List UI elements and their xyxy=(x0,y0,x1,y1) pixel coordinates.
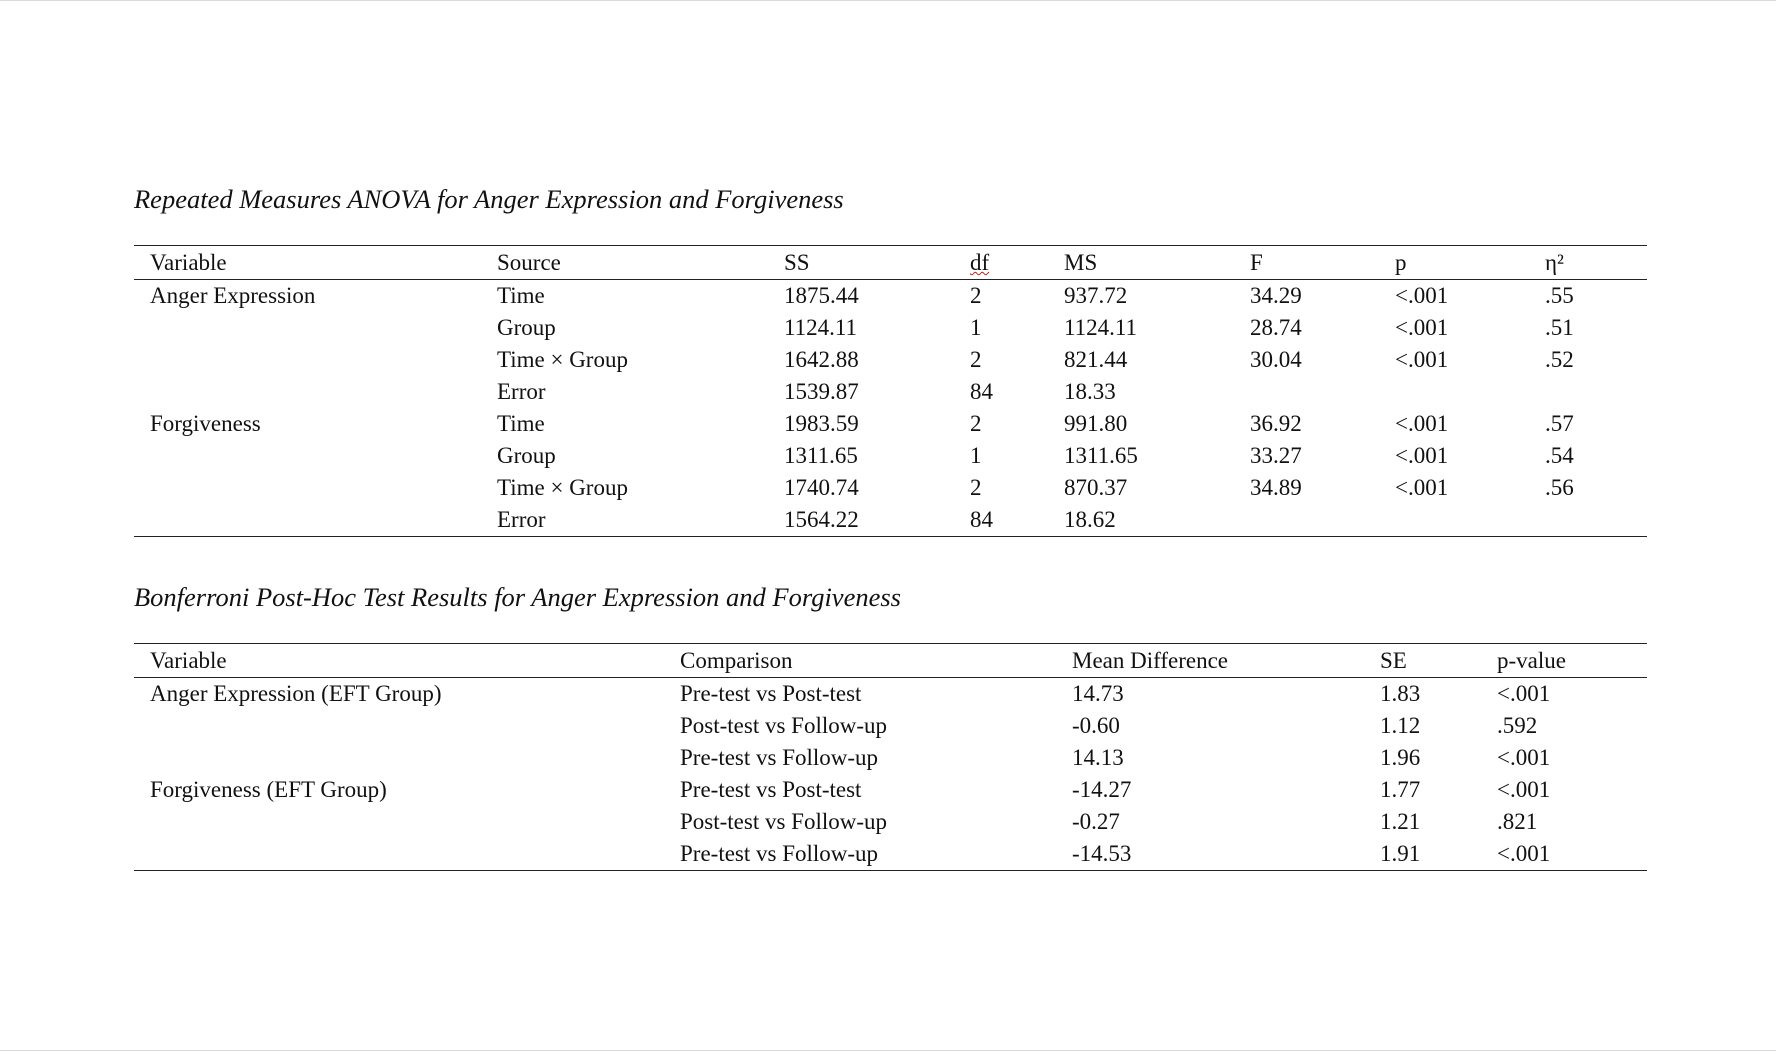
col-header-ms: MS xyxy=(1048,246,1234,280)
table-row xyxy=(134,838,1647,871)
cell-ss: 1875.44 xyxy=(784,283,859,308)
cell-eta-squared: .55 xyxy=(1545,283,1574,308)
cell-se: 1.83 xyxy=(1380,681,1421,706)
cell-se: 1.21 xyxy=(1380,809,1421,834)
cell-eta-squared: .54 xyxy=(1545,443,1574,468)
cell-df: 1 xyxy=(970,315,982,340)
cell-p: <.001 xyxy=(1395,443,1449,468)
cell-ss: 1983.59 xyxy=(784,411,859,436)
cell-p: <.001 xyxy=(1395,283,1449,308)
cell-ms: 991.80 xyxy=(1064,411,1128,436)
cell-f: 30.04 xyxy=(1250,347,1302,372)
cell-comparison: Pre-test vs Post-test xyxy=(680,681,862,706)
cell-variable xyxy=(134,376,481,408)
anova-body xyxy=(134,280,1647,537)
cell-p: <.001 xyxy=(1395,475,1449,500)
cell-comparison: Pre-test vs Follow-up xyxy=(680,745,879,770)
col-header-comparison: Comparison xyxy=(664,644,1056,678)
table-row xyxy=(134,504,1647,537)
cell-df: 2 xyxy=(970,411,982,436)
cell-variable xyxy=(134,710,664,742)
cell-ss: 1311.65 xyxy=(784,443,858,468)
cell-variable xyxy=(134,472,481,504)
col-header-variable: Variable xyxy=(134,644,664,678)
cell-variable xyxy=(134,504,481,537)
cell-df: 2 xyxy=(970,475,982,500)
cell-p xyxy=(1379,376,1529,408)
cell-ms: 937.72 xyxy=(1064,283,1128,308)
cell-se: 1.91 xyxy=(1364,838,1481,871)
table-row xyxy=(134,774,1647,806)
cell-variable xyxy=(134,344,481,376)
cell-source: Group xyxy=(497,443,556,468)
cell-variable: Anger Expression (EFT Group) xyxy=(150,681,442,706)
cell-ss: 1564.22 xyxy=(768,504,954,537)
cell-mean-difference: -14.27 xyxy=(1072,777,1132,802)
cell-f: 34.89 xyxy=(1250,475,1302,500)
cell-se: 1.12 xyxy=(1380,713,1421,738)
table-row xyxy=(134,710,1647,742)
cell-variable xyxy=(134,806,664,838)
cell-variable xyxy=(134,742,664,774)
cell-p: <.001 xyxy=(1395,411,1449,436)
cell-df: 2 xyxy=(970,347,982,372)
cell-variable xyxy=(134,312,481,344)
col-header-variable: Variable xyxy=(134,246,481,280)
cell-ms: 18.62 xyxy=(1048,504,1234,537)
cell-mean-difference: 14.73 xyxy=(1072,681,1124,706)
cell-df: 1 xyxy=(970,443,982,468)
col-header-mean-difference: Mean Difference xyxy=(1056,644,1364,678)
cell-source: Error xyxy=(497,379,546,404)
cell-p-value: <.001 xyxy=(1497,745,1551,770)
cell-se: 1.96 xyxy=(1380,745,1421,770)
cell-ms: 1124.11 xyxy=(1064,315,1138,340)
cell-variable: Anger Expression xyxy=(150,283,316,308)
cell-eta-squared: .52 xyxy=(1545,347,1574,372)
col-header-f: F xyxy=(1234,246,1379,280)
cell-ss: 1740.74 xyxy=(784,475,859,500)
cell-p-value: <.001 xyxy=(1497,777,1551,802)
page-top-border xyxy=(0,0,1776,1)
table-row xyxy=(134,742,1647,774)
col-header-eta-squared: η² xyxy=(1529,246,1647,280)
table-row xyxy=(134,472,1647,504)
cell-p: <.001 xyxy=(1395,315,1449,340)
posthoc-table-caption: Bonferroni Post-Hoc Test Results for Anger Expression and Forgiveness xyxy=(134,582,901,612)
cell-f xyxy=(1234,376,1379,408)
col-header-df xyxy=(954,246,1048,280)
anova-table-caption: Repeated Measures ANOVA for Anger Expression and Forgiveness xyxy=(134,184,844,214)
cell-p-value: .821 xyxy=(1497,809,1538,834)
table-row xyxy=(134,678,1647,711)
cell-source: Group xyxy=(497,315,556,340)
cell-comparison: Post-test vs Follow-up xyxy=(680,809,888,834)
cell-source: Time xyxy=(497,411,545,436)
cell-variable xyxy=(134,440,481,472)
cell-ms: 1311.65 xyxy=(1064,443,1138,468)
cell-p-value: .592 xyxy=(1497,713,1538,738)
anova-table xyxy=(134,245,1647,537)
posthoc-header-row xyxy=(134,644,1647,678)
cell-variable: Forgiveness xyxy=(150,411,261,436)
table-row xyxy=(134,408,1647,440)
cell-variable: Forgiveness (EFT Group) xyxy=(150,777,387,802)
cell-source: Time × Group xyxy=(497,347,628,372)
cell-ss: 1642.88 xyxy=(784,347,859,372)
cell-mean-difference: -0.27 xyxy=(1072,809,1120,834)
cell-se: 1.77 xyxy=(1380,777,1421,802)
table-row xyxy=(134,344,1647,376)
table-row xyxy=(134,376,1647,408)
page-bottom-border xyxy=(0,1050,1776,1051)
cell-source: Error xyxy=(481,504,768,537)
col-header-se: SE xyxy=(1364,644,1481,678)
cell-comparison: Post-test vs Follow-up xyxy=(680,713,888,738)
cell-eta-squared xyxy=(1529,504,1647,537)
cell-mean-difference: -0.60 xyxy=(1072,713,1120,738)
cell-p xyxy=(1379,504,1529,537)
col-header-ss: SS xyxy=(768,246,954,280)
cell-eta-squared: .51 xyxy=(1545,315,1574,340)
cell-p-value: <.001 xyxy=(1481,838,1647,871)
cell-df: 2 xyxy=(970,283,982,308)
posthoc-body xyxy=(134,678,1647,871)
cell-df: 84 xyxy=(954,504,1048,537)
table-row xyxy=(134,312,1647,344)
anova-header-row xyxy=(134,246,1647,280)
cell-mean-difference: 14.13 xyxy=(1072,745,1124,770)
cell-ms: 870.37 xyxy=(1064,475,1128,500)
cell-f: 34.29 xyxy=(1250,283,1302,308)
col-header-source: Source xyxy=(481,246,768,280)
cell-eta-squared: .56 xyxy=(1545,475,1574,500)
cell-ss: 1539.87 xyxy=(784,379,859,404)
cell-ms: 821.44 xyxy=(1064,347,1128,372)
col-header-p: p xyxy=(1379,246,1529,280)
cell-source: Time xyxy=(497,283,545,308)
cell-p-value: <.001 xyxy=(1497,681,1551,706)
cell-f xyxy=(1234,504,1379,537)
col-header-p-value: p-value xyxy=(1481,644,1647,678)
cell-f: 36.92 xyxy=(1250,411,1302,436)
table-row xyxy=(134,440,1647,472)
cell-eta-squared xyxy=(1529,376,1647,408)
cell-ms: 18.33 xyxy=(1064,379,1116,404)
cell-eta-squared: .57 xyxy=(1545,411,1574,436)
cell-df: 84 xyxy=(970,379,993,404)
table-row xyxy=(134,806,1647,838)
cell-comparison: Pre-test vs Follow-up xyxy=(664,838,1056,871)
cell-f: 28.74 xyxy=(1250,315,1302,340)
cell-p: <.001 xyxy=(1395,347,1449,372)
posthoc-table xyxy=(134,643,1647,871)
cell-variable xyxy=(134,838,664,871)
cell-f: 33.27 xyxy=(1250,443,1302,468)
col-header-df-label: df xyxy=(970,250,990,275)
cell-ss: 1124.11 xyxy=(784,315,858,340)
cell-comparison: Pre-test vs Post-test xyxy=(680,777,862,802)
cell-source: Time × Group xyxy=(497,475,628,500)
table-row xyxy=(134,280,1647,313)
cell-mean-difference: -14.53 xyxy=(1056,838,1364,871)
